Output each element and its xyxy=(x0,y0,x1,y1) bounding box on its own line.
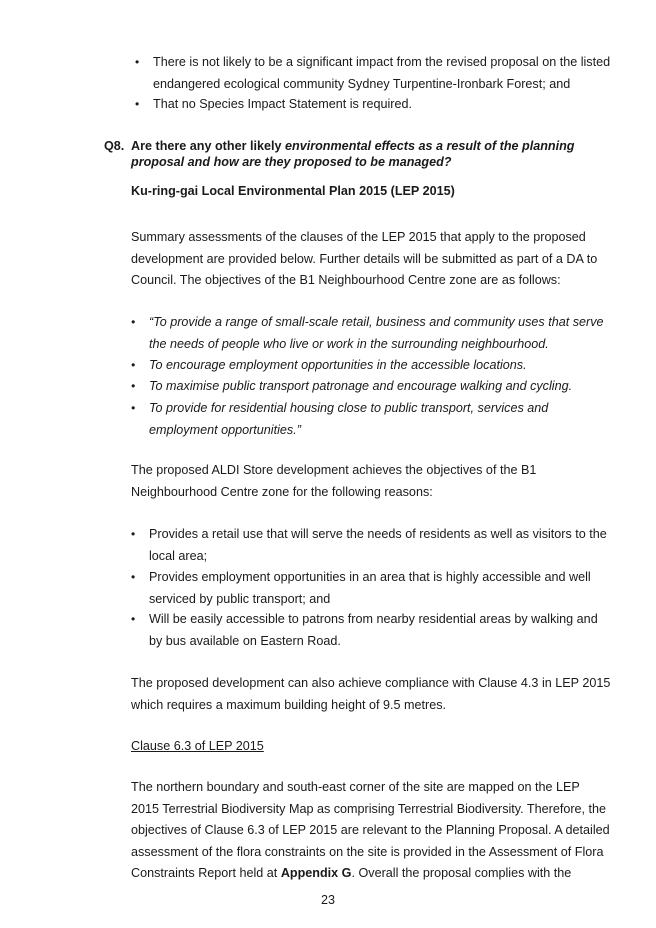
objective-text: To maximise public transport patronage and encourage walking and cycling. xyxy=(149,379,573,393)
bullet-text: That no Species Impact Statement is required. xyxy=(153,97,413,111)
clause63-text: The northern boundary and south-east corner of the site are mapped on the LEP 2015 Terrestrial Biodiversity Map as comprising Terrestrial Biodiversity. Therefore, the objectives of Clause 6.3 of LEP 2015 are relevant to the Planning Proposal. A detailed assessment of the flora constraints on the site is provided in the Assessment of Flora Constraints Report held at xyxy=(131,780,610,880)
bullet-icon: • xyxy=(131,315,136,329)
bullet-icon: • xyxy=(131,379,136,393)
appendix-reference: Appendix G xyxy=(280,866,352,880)
subsection-heading: Clause 6.3 of LEP 2015 xyxy=(131,739,264,753)
clause43-paragraph: The proposed development can also achieve compliance with Clause 4.3 in LEP 2015 which requires a maximum building height of 9.5 metres. xyxy=(131,676,611,712)
reason-text: Provides a retail use that will serve the needs of residents as well as visitors to the local area; xyxy=(149,527,607,563)
question-text xyxy=(131,138,601,170)
reason-text: Will be easily accessible to patrons from nearby residential areas by walking and by bus available on Eastern Road. xyxy=(149,612,598,648)
bullet-icon: • xyxy=(131,527,136,541)
bullet-text: There is not likely to be a significant impact from the revised proposal on the listed endangered ecological community Sydney Turpentine-Ironbark Forest; and xyxy=(153,55,611,91)
bullet-icon: • xyxy=(131,612,136,626)
clause63-paragraph xyxy=(131,777,611,885)
question-lead: Are there any other likely xyxy=(131,139,285,153)
bullet-icon: • xyxy=(131,358,136,372)
objective-text: To provide for residential housing close to public transport, services and employment opportunities.” xyxy=(149,401,549,437)
summary-paragraph: Summary assessments of the clauses of the LEP 2015 that apply to the proposed development are provided below. Further details will be submitted as part of a DA to Council. The objectives of the B1 Neighbourhood Centre zone are as follows: xyxy=(131,230,598,287)
question-number: Q8. xyxy=(104,139,125,153)
clause63-tail: . Overall the proposal complies with the xyxy=(351,866,572,880)
bullet-icon: • xyxy=(135,97,140,111)
bullet-icon: • xyxy=(131,570,136,584)
page-number: 23 xyxy=(320,893,335,907)
section-heading: Ku-ring-gai Local Environmental Plan 2015 (LEP 2015) xyxy=(131,184,455,198)
question-italic: environmental effects as a result of the planning proposal and how are they proposed to be managed? xyxy=(131,139,575,169)
objective-text: To encourage employment opportunities in the accessible locations. xyxy=(149,358,527,372)
bullet-icon: • xyxy=(131,401,136,415)
objective-text: “To provide a range of small-scale retail, business and community uses that serve the needs of people who live or work in the surrounding neighbourhood. xyxy=(149,315,604,351)
reason-text: Provides employment opportunities in an area that is highly accessible and well serviced by public transport; and xyxy=(149,570,591,606)
aldi-paragraph: The proposed ALDI Store development achieves the objectives of the B1 Neighbourhood Centre zone for the following reasons: xyxy=(131,463,537,499)
bullet-icon: • xyxy=(135,55,140,69)
